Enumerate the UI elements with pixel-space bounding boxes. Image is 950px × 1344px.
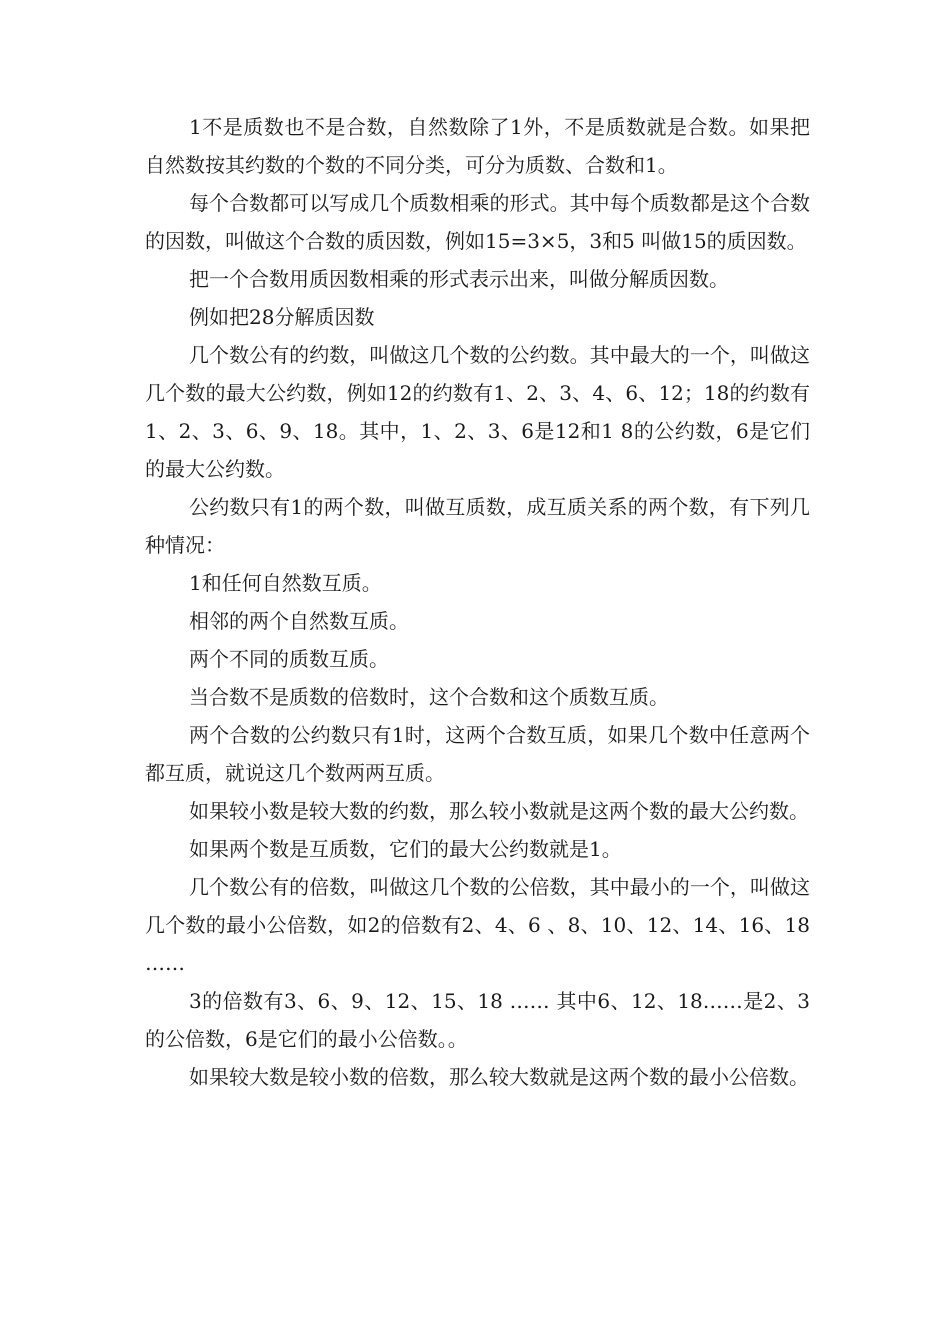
paragraph-gcd-coprime-rule: 如果两个数是互质数，它们的最大公约数就是1。: [189, 837, 622, 861]
paragraph-prime-composite: 1不是质数也不是合数，自然数除了1外，不是质数就是合数。如果把自然数按其约数的个数的不同分类，可分为质数、合数和1。: [145, 115, 810, 177]
paragraph-coprime-case-2: 相邻的两个自然数互质。: [189, 609, 409, 633]
document-page: [145, 108, 810, 1096]
paragraph-coprime-case-4: 当合数不是质数的倍数时，这个合数和这个质数互质。: [189, 685, 669, 709]
paragraph-common-multiple: 几个数公有的倍数，叫做这几个数的公倍数，其中最小的一个，叫做这几个数的最小公倍数，如2的倍数有2、4、6 、8、10、12、14、16、18 ……: [145, 875, 810, 975]
paragraph-factorization-example: 例如把28分解质因数: [189, 305, 375, 329]
paragraph-pairwise-coprime: 两个合数的公约数只有1时，这两个合数互质，如果几个数中任意两个都互质，就说这几个数两两互质。: [145, 723, 810, 785]
paragraph-coprime-definition: 公约数只有1的两个数，叫做互质数，成互质关系的两个数，有下列几种情况：: [145, 495, 810, 557]
paragraph-coprime-case-3: 两个不同的质数互质。: [189, 647, 389, 671]
paragraph-coprime-case-1: 1和任何自然数互质。: [189, 571, 382, 595]
paragraph-gcd-divisor-rule: 如果较小数是较大数的约数，那么较小数就是这两个数的最大公约数。: [189, 799, 809, 823]
paragraph-factorization-definition: 把一个合数用质因数相乘的形式表示出来，叫做分解质因数。: [189, 267, 729, 291]
paragraph-common-divisor: 几个数公有的约数，叫做这几个数的公约数。其中最大的一个，叫做这几个数的最大公约数，例如12的约数有1、2、3、4、6、12；18的约数有1、2、3、6、9、18。其中，1、2、3、6是12和1 8的公约数，6是它们的最大公约数。: [145, 343, 810, 481]
paragraph-lcm-multiple-rule: 如果较大数是较小数的倍数，那么较大数就是这两个数的最小公倍数。: [189, 1065, 809, 1089]
paragraph-prime-factor: 每个合数都可以写成几个质数相乘的形式。其中每个质数都是这个合数的因数，叫做这个合数的质因数，例如15=3×5，3和5 叫做15的质因数。: [145, 191, 810, 253]
paragraph-multiples-of-3: 3的倍数有3、6、9、12、15、18 …… 其中6、12、18……是2、3的公倍数，6是它们的最小公倍数。。: [145, 989, 810, 1051]
